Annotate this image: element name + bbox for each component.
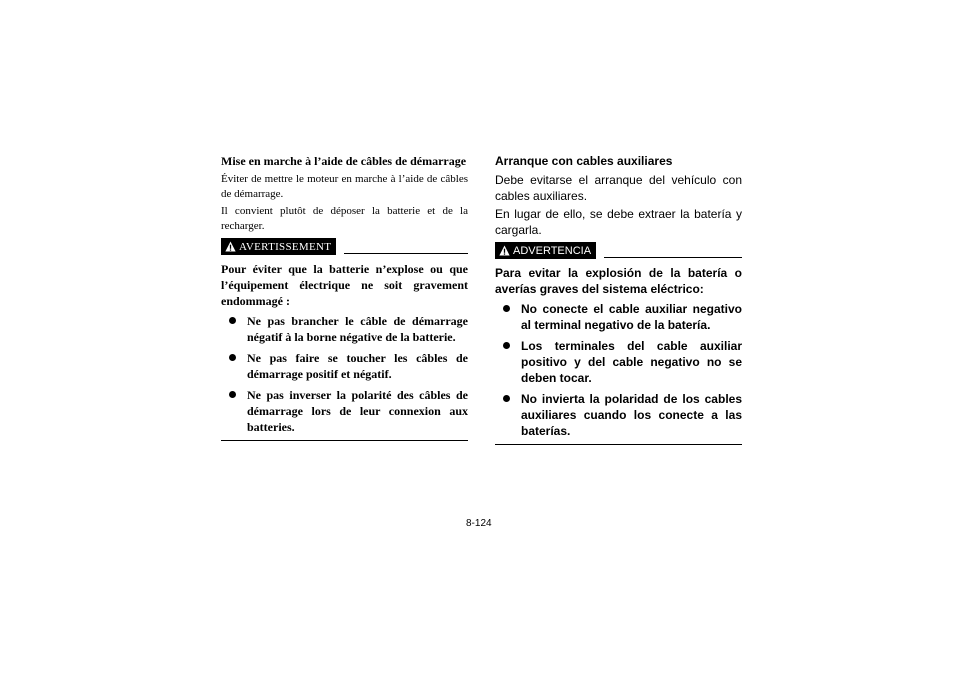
- warning-label: ADVERTENCIA: [513, 244, 592, 257]
- intro-paragraph: Debe evitarse el arranque del vehículo con cables auxiliares.: [495, 173, 742, 203]
- bullet-dot: [229, 391, 236, 398]
- warning-triangle-icon: [499, 245, 510, 256]
- warning-badge: [495, 242, 596, 259]
- bullet-dot: [229, 317, 236, 324]
- warning-header: [221, 238, 468, 255]
- bullet-dot: [503, 342, 510, 349]
- warning-triangle-icon: [225, 241, 236, 252]
- bullet-dot: [229, 354, 236, 361]
- warning-divider: [344, 253, 468, 254]
- french-column: [221, 153, 468, 441]
- list-item: No conecte el cable auxiliar negativo al terminal negativo de la batería.: [503, 301, 742, 333]
- warning-list: [221, 313, 468, 435]
- warning-divider: [604, 257, 742, 258]
- warning-end-rule: [221, 440, 468, 441]
- intro-paragraph: Éviter de mettre le moteur en marche à l’aide de câbles de démarrage.: [221, 173, 468, 200]
- warning-label: AVERTISSEMENT: [239, 240, 332, 253]
- warning-list: [495, 301, 742, 439]
- section-heading: Arranque con cables auxiliares: [495, 154, 673, 168]
- warning-header: [495, 242, 742, 259]
- instruction-paragraph: Il convient plutôt de déposer la batterie et de la recharger.: [221, 205, 468, 232]
- section-heading: Mise en marche à l’aide de câbles de démarrage: [221, 154, 467, 168]
- instruction-paragraph: En lugar de ello, se debe extraer la batería y cargarla.: [495, 207, 742, 237]
- spanish-column: [495, 153, 742, 445]
- list-item: Ne pas brancher le câble de démarrage négatif à la borne négative de la batterie.: [229, 313, 468, 345]
- list-item: No invierta la polaridad de los cables auxiliares cuando los conecte a las baterías.: [503, 391, 742, 439]
- list-item: Ne pas faire se toucher les câbles de démarrage positif et négatif.: [229, 350, 468, 382]
- bullet-dot: [503, 395, 510, 402]
- list-item: Ne pas inverser la polarité des câbles de démarrage lors de leur connexion aux batteries.: [229, 387, 468, 435]
- warning-intro: Pour éviter que la batterie n’explose ou que l’équipement électrique ne soit gravement endommagé :: [221, 262, 468, 308]
- warning-end-rule: [495, 444, 742, 445]
- page-number: 8-124: [466, 518, 492, 529]
- list-item: Los terminales del cable auxiliar positivo y del cable negativo no se deben tocar.: [503, 338, 742, 386]
- bullet-dot: [503, 305, 510, 312]
- warning-intro: Para evitar la explosión de la batería o averías graves del sistema eléctrico:: [495, 266, 742, 296]
- warning-badge: [221, 238, 336, 255]
